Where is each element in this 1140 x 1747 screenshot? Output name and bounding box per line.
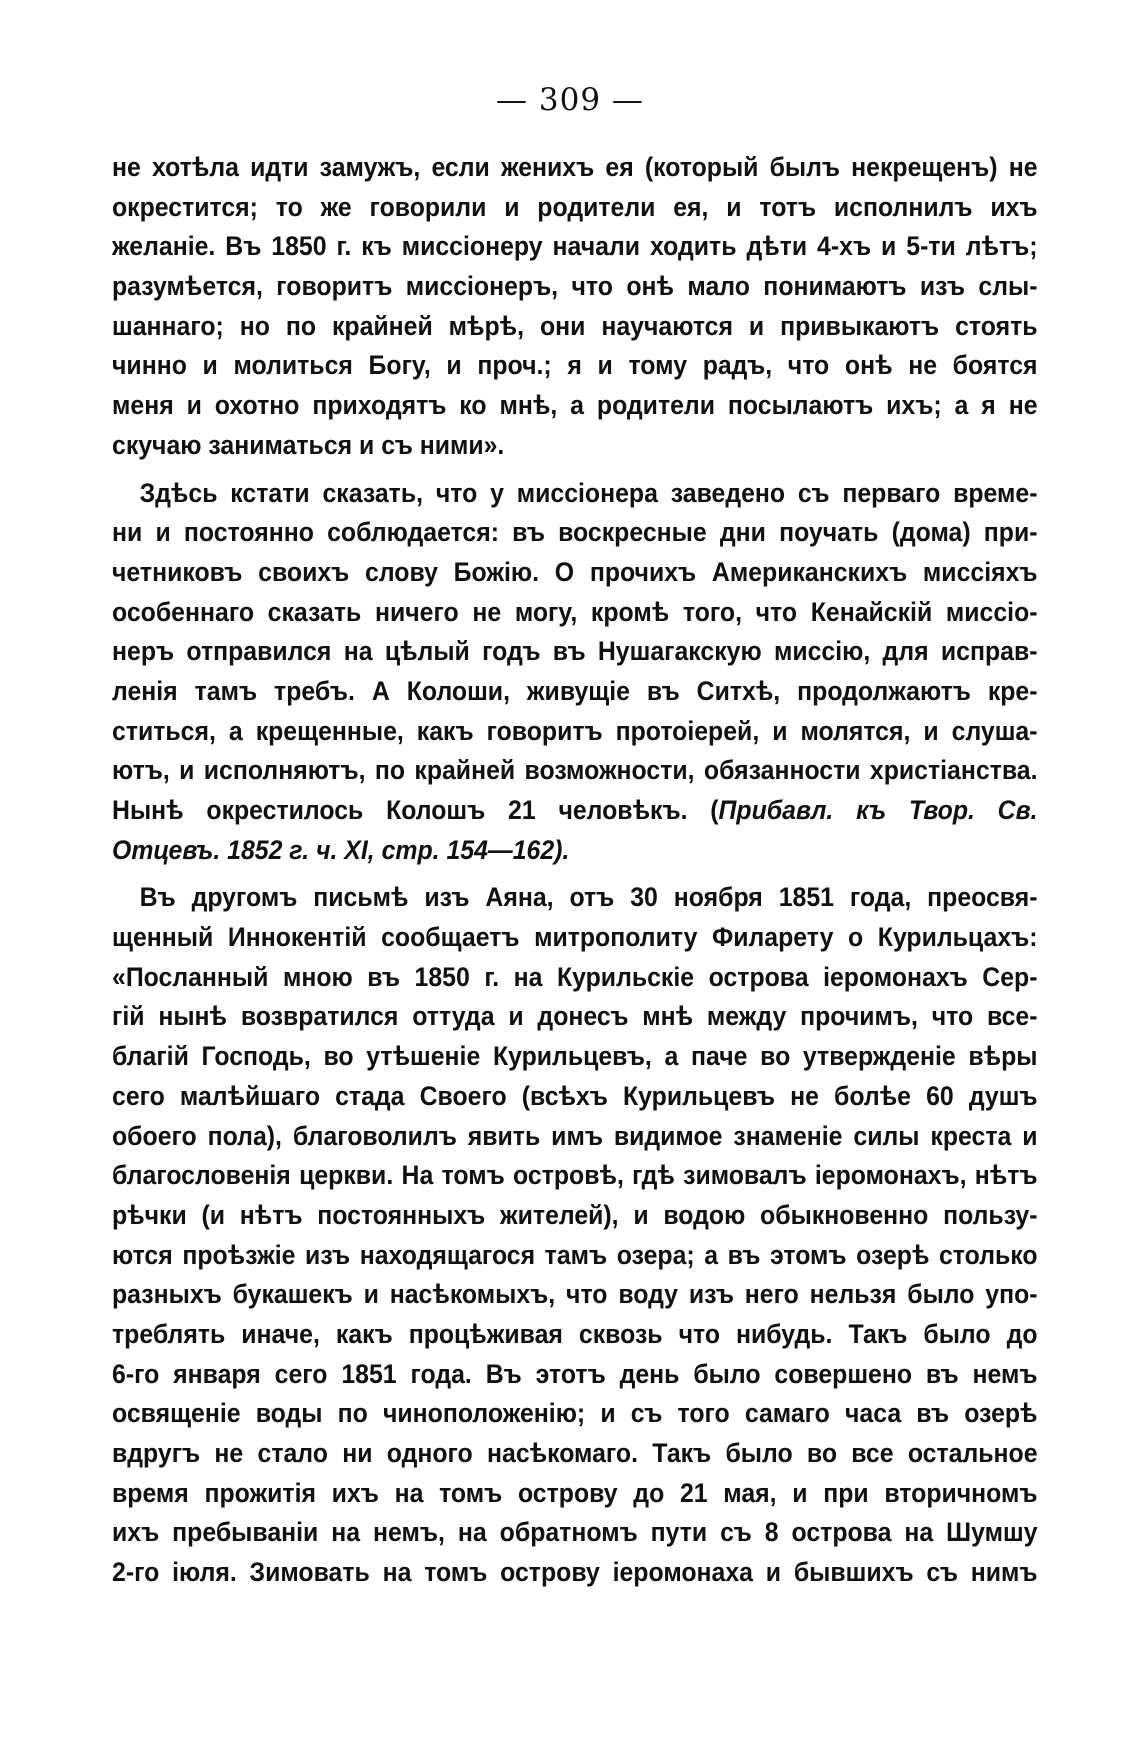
text-line: особеннаго сказать ничего не могу, кромѣ того, что Кенайскій миссіо- [112,596,1038,627]
text-line: разумѣется, говоритъ миссіонеръ, что онѣ мало понимаютъ изъ слы- [112,271,1038,302]
text-line: благословенія церкви. На томъ островѣ, гдѣ зимовалъ іеромонахъ, нѣтъ [112,1160,1038,1191]
text-line: чинно и молиться Богу, и проч.; я и тому радъ, что онѣ не боятся [112,350,1038,381]
text-line: не хотѣла идти замужъ, если женихъ ея (который былъ некрещенъ) не [112,152,1038,182]
text-line: неръ отправился на цѣлый годъ въ Нушагакскую миссію, для исправ- [112,636,1038,667]
text-line: скучаю заниматься и съ ними». [112,429,505,460]
text-line: Здѣсь кстати сказать, что у миссіонера заведено съ перваго време- [139,477,1038,508]
text-line: ленія тамъ требъ. А Колоши, живущіе въ Ситхѣ, продолжаютъ кре- [112,675,1038,706]
citation-title: Прибавл. къ Твор. Св. [718,795,1038,825]
text-line: освященіе воды по чиноположенію; и съ того самаго часа въ озерѣ [112,1398,1038,1429]
text-line: обоего пола), благоволилъ явить имъ видимое знаменіе силы креста и [112,1120,1038,1151]
text-line: Въ другомъ письмѣ изъ Аяна, отъ 30 ноября 1851 года, преосвя- [139,882,1038,913]
text-line: четниковъ своихъ слову Божію. О прочихъ Американскихъ миссіяхъ [112,556,1038,587]
text-line: время прожитія ихъ на томъ острову до 21 мая, и при вторичномъ [112,1477,1038,1508]
text-line: гій нынѣ возвратился оттуда и донесъ мнѣ между прочимъ, что все- [112,1001,1038,1032]
paragraph-3 [112,878,1038,1592]
text-line: меня и охотно приходятъ ко мнѣ, а родители посылаютъ ихъ; а я не [112,390,1038,421]
text-line: разныхъ букашекъ и насѣкомыхъ, что воду изъ него нельзя было упо- [112,1279,1038,1310]
text-line: желаніе. Въ 1850 г. къ миссіонеру начали ходить дѣти 4-хъ и 5-ти лѣтъ; [112,231,1038,262]
paragraph-2 [112,474,1038,871]
text-line: «Посланный мною въ 1850 г. на Курильскіе острова іеромонахъ Сер- [112,961,1038,992]
text-line: рѣчки (и нѣтъ постоянныхъ жителей), и водою обыкновенно пользу- [112,1199,1038,1230]
body-text [112,148,1038,1593]
text-line: окрестится; то же говорили и родители ея, и тотъ исполнилъ ихъ [112,191,1038,222]
text-line: ются проѣзжіе изъ находящагося тамъ озера; а въ этомъ озерѣ столько [112,1239,1038,1270]
text-line: 2-го іюля. Зимовать на томъ острову іеромонаха и бывшихъ съ нимъ [112,1557,1038,1588]
text-line: сего малѣйшаго стада Своего (всѣхъ Курильцевъ не болѣе 60 душъ [112,1080,1038,1111]
text-line-with-citation [112,791,1038,831]
page-number: — 309 — [496,82,644,118]
text-line: треблять иначе, какъ процѣживая сквозь что нибудь. Такъ было до [112,1318,1038,1349]
text-line: 6-го января сего 1851 года. Въ этотъ день было совершено въ немъ [112,1358,1038,1389]
citation-reference: Отцевъ. 1852 г. ч. XI, стр. 154—162). [112,834,570,865]
text-line: ютъ, и исполняютъ, по крайней возможности, обязанности христіанства. [112,755,1038,786]
text-line: ни и постоянно соблюдается: въ воскресные дни поучать (дома) при- [112,517,1038,548]
text-line-start: Нынѣ окрестилось Колошъ 21 человѣкъ. ( [112,795,719,825]
text-line: ихъ пребываніи на немъ, на обратномъ пути съ 8 острова на Шумшу [112,1517,1038,1548]
text-line: ститься, а крещенные, какъ говоритъ протоіерей, и молятся, и слуша- [112,715,1038,746]
paragraph-1 [112,148,1038,466]
text-line: щенный Иннокентій сообщаетъ митрополиту Филарету о Курильцахъ: [112,922,1038,953]
text-line: вдругъ не стало ни одного насѣкомаго. Такъ было во все остальное [112,1438,1038,1468]
text-line: шаннаго; но по крайней мѣрѣ, они научаются и привыкаютъ стоять [112,310,1038,341]
text-line: благій Господь, во утѣшеніе Курильцевъ, а паче во утвержденіе вѣры [112,1041,1038,1072]
